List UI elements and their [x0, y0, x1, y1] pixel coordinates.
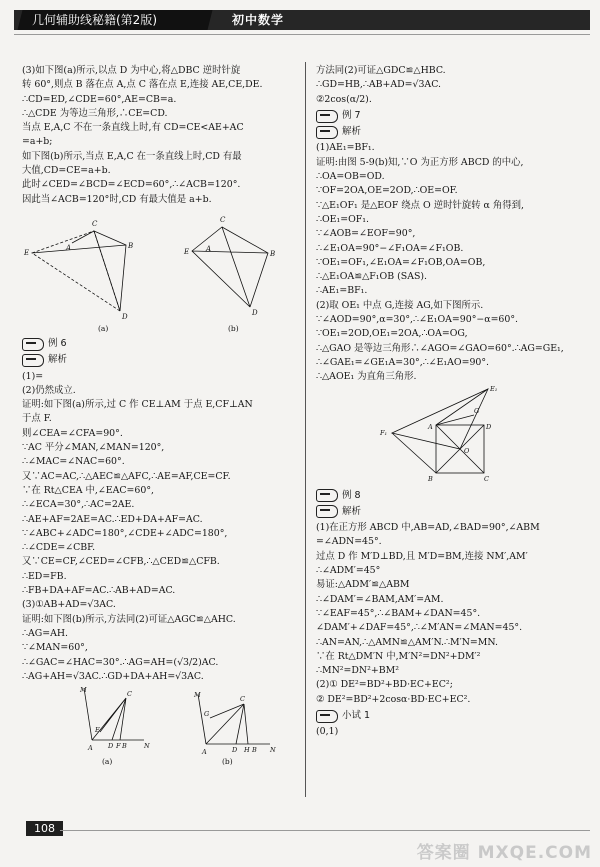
triangle-e1of1: [392, 389, 488, 449]
text-line: ∴ED=FB.: [22, 570, 67, 582]
text-line: (1)=: [22, 370, 44, 382]
text-line: =a+b;: [22, 136, 53, 148]
text-line: ∵∠AOB=∠EOF=90°,: [316, 228, 416, 240]
xiaoshi-label: 小试 1: [342, 709, 371, 721]
pointing-hand-icon: [316, 126, 338, 139]
example-8-label: 例 8: [342, 489, 361, 501]
label-b-a2: B: [122, 742, 127, 751]
label-a-a: A: [66, 243, 72, 252]
text-line: ∴∠CDE=∠CBF.: [22, 542, 96, 554]
text-line: 因此当∠ACB=120°时,CD 有最大值是 a+b.: [22, 193, 212, 205]
book-title: 几何辅助线秘籍(第2版): [32, 13, 157, 27]
helper-lines: [392, 389, 488, 473]
text-line: (3)①AB+AD=√3AC.: [22, 599, 116, 611]
label-a-b2: A: [202, 748, 207, 757]
text-line: ∴AE+AF=2AE=AC.∴ED+DA+AF=AC.: [22, 513, 203, 525]
footer-rule: [60, 830, 590, 831]
text-line: ∴GD=HB,∴AB+AD=√3AC.: [316, 79, 442, 91]
label-g-3: G: [474, 406, 480, 415]
label-c-3: C: [484, 474, 489, 483]
page-header: [0, 0, 600, 52]
caption-a: (a): [98, 323, 109, 333]
text-line: ∵△E₁OF₁ 是△EOF 绕点 O 逆时针旋转 α 角得到,: [316, 199, 524, 211]
text-line: ∴△GAO 是等边三角形∴∠AGO=∠GAO=60°.∴AG=GE₁,: [316, 342, 564, 354]
right-column: [316, 64, 586, 740]
page-footer: [0, 805, 600, 867]
label-a-b: A: [206, 244, 212, 253]
pointing-hand-icon: [316, 505, 338, 518]
triangle-b: [192, 227, 268, 307]
text-line: ∴AE₁=BF₁.: [316, 285, 368, 297]
text-line: ∵∠AOD=90°,α=30°,∴∠E₁OA=90°−α=60°.: [316, 314, 519, 326]
text-line: ∴△CDE 为等边三角形,∴CE=CD.: [22, 107, 168, 119]
caption-a2: (a): [102, 757, 113, 767]
text-line: ∴∠MAC=∠NAC=60°.: [22, 456, 125, 468]
example-8-solution: [316, 521, 586, 707]
label-f-a2: F: [116, 742, 121, 751]
label-d-a: D: [122, 312, 128, 321]
column-divider: [305, 62, 306, 797]
text-line: 易证:△ADM′≌△ABM: [316, 579, 410, 591]
text-line: ∵AC 平分∠MAN,∠MAN=120°,: [22, 442, 165, 454]
example-7-solution: [316, 141, 586, 384]
text-line: 于点 F.: [22, 413, 52, 425]
text-line: ∵OE₁=2OD,OE₁=2OA,∴OA=OG,: [316, 328, 468, 340]
header-rule: [14, 34, 590, 35]
pointing-hand-icon: [316, 110, 338, 123]
text-line: 如下图(b)所示,当点 E,A,C 在一条直线上时,CD 有最: [22, 150, 242, 162]
text-line: ∴OE₁=OF₁.: [316, 213, 370, 225]
example-7-label: 例 7: [342, 109, 361, 121]
label-d-b: D: [252, 308, 258, 317]
text-line: ∠DAM′+∠DAF=45°,∴∠M′AN=∠MAN=45°.: [316, 622, 523, 634]
label-e1: E₁: [490, 384, 498, 393]
analysis-label: 解析: [48, 354, 68, 366]
label-g-b: G: [204, 710, 210, 719]
label-b-3: B: [428, 474, 433, 483]
text-line: ∴MN²=DN²+BM²: [316, 665, 399, 677]
pointing-hand-icon: [22, 354, 44, 367]
text-line: ∴∠DAM′=∠BAM,AM′=AM.: [316, 593, 444, 605]
text-line: ∴△E₁OA≌△F₁OB (SAS).: [316, 271, 428, 283]
label-h-b: H: [244, 746, 250, 755]
subject-label: 初中数学: [232, 13, 285, 27]
label-o-3: O: [464, 446, 470, 455]
text-line: (1)在正方形 ABCD 中,AB=AD,∠BAD=90°,∠ABM: [316, 522, 540, 534]
label-a-a2: A: [88, 744, 93, 753]
xiaoshi-header: [316, 709, 586, 723]
text-line: ∴∠GAC=∠HAC=30°.∴AG=AH=(√3/2)AC.: [22, 656, 219, 668]
text-line: ∴OA=OB=OD.: [316, 171, 385, 183]
text-line: ∵∠ABC+∠ADC=180°,∠CDE+∠ADC=180°,: [22, 527, 228, 539]
text-line: (1)AE₁=BF₁.: [316, 142, 375, 154]
example-7-header: [316, 109, 586, 123]
label-c-a: C: [92, 219, 98, 228]
figure-b-lines: [198, 694, 270, 744]
text-line: ∴∠GAE₁=∠GE₁A=30°,∴∠E₁AO=90°.: [316, 356, 490, 368]
text-line: ∴△AOE₁ 为直角三角形.: [316, 371, 417, 383]
text-line: ② DE²=BD²+2cosα·BD·EC+EC².: [316, 693, 471, 705]
text-line: ∴∠ADM′=45°: [316, 565, 381, 577]
text-line: 过点 D 作 M′D⊥BD,且 M′D=BM,连接 NM′,AM′: [316, 550, 528, 562]
label-n-b: N: [270, 746, 276, 755]
text-line: ∴CD=ED,∠CDE=60°,AE=CB=a.: [22, 93, 177, 105]
text-line: 又∵CE=CF,∠CED=∠CFB,∴△CED≌△CFB.: [22, 556, 220, 568]
label-f1: F₁: [380, 428, 388, 437]
text-line: ∴AN=AN,∴△AMN≌△AM′N.∴M′N=MN.: [316, 636, 498, 648]
text-line: ∵OF=2OA,OE=2OD,∴OE=OF.: [316, 185, 458, 197]
label-c-a2: C: [127, 690, 132, 699]
text-line: 转 60°,则点 B 落在点 A,点 C 落在点 E,连接 AE,CE,DE.: [22, 79, 263, 91]
text-line: ∴AG=AH.: [22, 627, 69, 639]
text-line: 当点 E,A,C 不在一条直线上时,有 CD=CE<AE+AC: [22, 122, 244, 134]
text-line: ∵OE₁=OF₁,∠E₁OA=∠F₁OB,OA=OB,: [316, 256, 486, 268]
label-m-b: M: [194, 691, 201, 700]
text-line: ∴∠ECA=30°,∴AC=2AE.: [22, 499, 135, 511]
text-line: ∴FB+DA+AF=AC.∴AB+AD=AC.: [22, 585, 176, 597]
segment-ca: [72, 231, 94, 243]
label-n-a2: N: [144, 742, 150, 751]
text-line: 证明:如下图(b)所示,方法同(2)可证△AGC≌△AHC.: [22, 613, 236, 625]
text-line: 方法同(2)可证△GDC≌△HBC.: [316, 65, 446, 76]
figure-square-rotation: [316, 385, 576, 487]
figure-angle-bisector-ab: [22, 684, 282, 766]
text-line: ②2cos(α/2).: [316, 93, 372, 105]
text-line: 证明:由图 5-9(b)知,∵O 为正方形 ABCD 的中心,: [316, 156, 524, 168]
label-d-3: D: [486, 422, 492, 431]
left-column: [22, 64, 302, 766]
label-e-a: E: [24, 248, 30, 257]
text-line: ∵在 Rt△CEA 中,∠EAC=60°,: [22, 484, 154, 496]
analysis-label-8: 解析: [342, 505, 362, 517]
label-b-b: B: [270, 249, 276, 258]
example-6-header: [22, 337, 302, 351]
label-b-b2: B: [252, 746, 257, 755]
caption-b2: (b): [222, 757, 233, 767]
example-6-continued: [316, 64, 586, 107]
label-e-a2: E: [95, 726, 100, 735]
pointing-hand-icon: [316, 489, 338, 502]
label-m-a: M: [80, 686, 87, 695]
label-a-3: A: [428, 422, 433, 431]
xiaoshi-answer: (0,1): [316, 726, 339, 738]
analysis-header-7: [316, 125, 586, 139]
label-c-b: C: [220, 215, 226, 224]
label-e-b: E: [184, 247, 190, 256]
solution-part-3: [22, 64, 302, 207]
text-line: 此时∠CED=∠BCD=∠ECD=60°,∴∠ACB=120°.: [22, 179, 241, 191]
label-d-b2: D: [232, 746, 238, 755]
text-line: ∵∠MAN=60°,: [22, 642, 88, 654]
text-line: (2)① DE²=BD²+BD·EC+EC²;: [316, 679, 453, 691]
text-line: 大值,CD=CE=a+b.: [22, 165, 111, 177]
analysis-header-8: [316, 505, 586, 519]
text-line: =∠ADN=45°.: [316, 536, 382, 548]
text-line: ∵在 Rt△DM′N 中,M′N²=DN²+DM′²: [316, 650, 481, 662]
label-d-a2: D: [108, 742, 114, 751]
label-c-b2: C: [240, 695, 245, 704]
example-6-solution: [22, 370, 302, 685]
example-6-label: 例 6: [48, 337, 67, 349]
pointing-hand-icon: [22, 338, 44, 351]
figure-a-lines: [84, 688, 144, 740]
text-line: (3)如下图(a)所示,以点 D 为中心,将△DBC 逆时针旋: [22, 65, 241, 76]
analysis-label-7: 解析: [342, 126, 362, 138]
text-line: (2)仍然成立.: [22, 384, 76, 396]
figure-rotation-ab: [22, 207, 282, 335]
triangle-a: [32, 231, 126, 311]
analysis-header: [22, 353, 302, 367]
watermark-logo: 答案圈 MXQE.COM: [416, 843, 592, 863]
example-8-header: [316, 489, 586, 503]
text-line: ∴AG+AH=√3AC.∴GD+DA+AH=√3AC.: [22, 670, 204, 682]
text-line: ∴∠E₁OA=90°−∠F₁OA=∠F₁OB.: [316, 242, 464, 254]
label-b-a: B: [128, 241, 134, 250]
page-number: 108: [26, 821, 63, 836]
text-line: ∵∠EAF=45°,∴∠BAM+∠DAN=45°.: [316, 607, 481, 619]
text-line: (2)取 OE₁ 中点 G,连接 AG,如下图所示.: [316, 299, 484, 311]
caption-b: (b): [228, 323, 239, 333]
text-line: 又∵AC=AC,∴△AEC≌△AFC,∴AE=AF,CE=CF.: [22, 470, 231, 482]
text-line: 证明:如下图(a)所示,过 C 作 CE⊥AM 于点 E,CF⊥AN: [22, 399, 253, 411]
pointing-hand-icon: [316, 710, 338, 723]
text-line: 则∠CEA=∠CFA=90°.: [22, 427, 123, 439]
